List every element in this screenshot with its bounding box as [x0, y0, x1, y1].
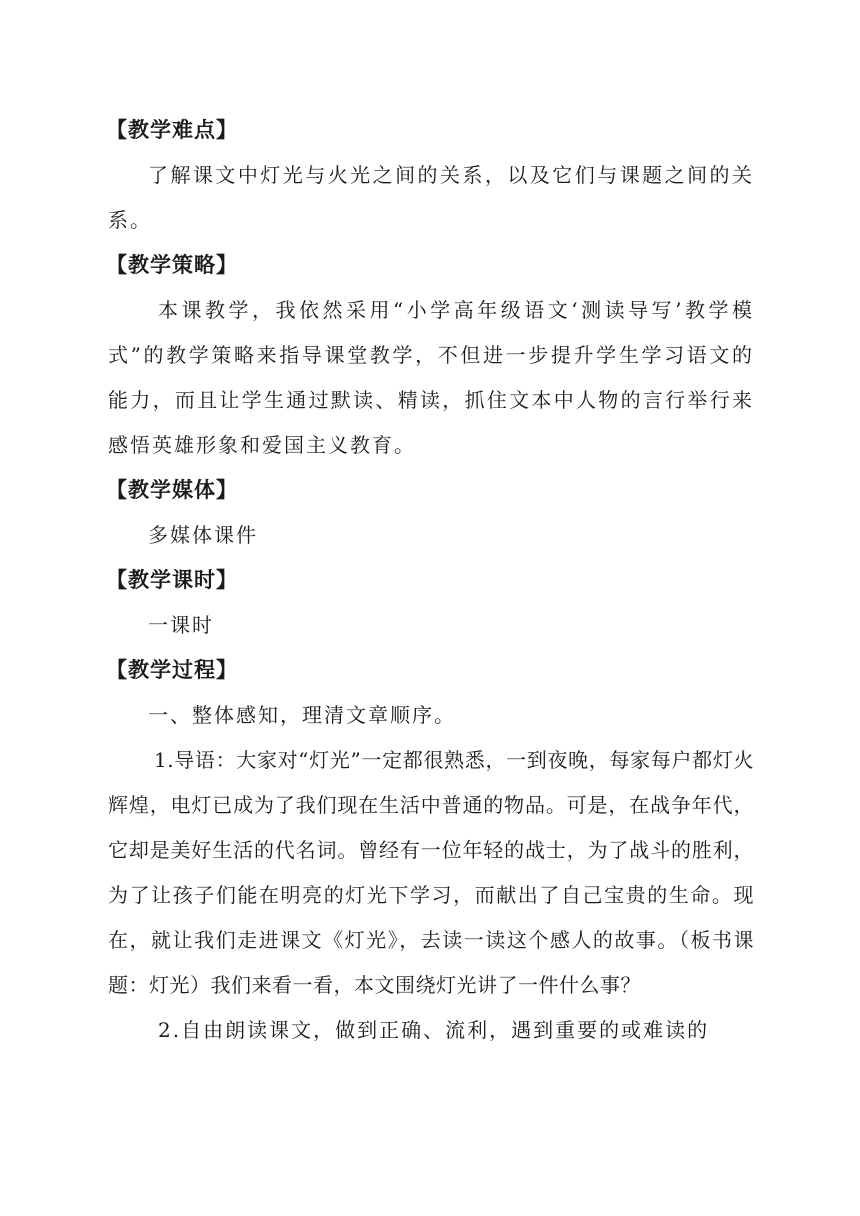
section-heading-strategy: 【教学策略】	[106, 253, 238, 277]
section-heading-difficulty: 【教学难点】	[106, 118, 238, 142]
section-heading-process: 【教学过程】	[106, 658, 238, 682]
process-step1-title: 一、整体感知，理清文章顺序。	[148, 703, 456, 727]
strategy-text: 本课教学，我依然采用“小学高年级语文‘测读导写’教学模式”的教学策略来指导课堂教学，不但进一步提升学生学习语文的能力，而且让学生通过默读、精读，抓住文本中人物的言行举行来感悟英雄形象和爱国主义教育。	[108, 298, 754, 457]
process-item-2: 2.自由朗读课文，做到正确、流利，遇到重要的或难读的	[158, 1018, 710, 1042]
section-heading-hours: 【教学课时】	[106, 568, 238, 592]
document-page	[108, 108, 754, 1053]
hours-text: 一课时	[148, 613, 214, 637]
difficulty-text: 了解课文中灯光与火光之间的关系，以及它们与课题之间的关系。	[108, 163, 754, 232]
media-text: 多媒体课件	[148, 523, 258, 547]
process-item-1: 1.导语：大家对“灯光”一定都很熟悉，一到夜晚，每家每户都灯火辉煌，电灯已成为了我们现在生活中普通的物品。可是，在战争年代，它却是美好生活的代名词。曾经有一位年轻的战士，为了战斗的胜利，为了让孩子们能在明亮的灯光下学习，而献出了自己宝贵的生命。现在，就让我们走进课文《灯光》，去读一读这个感人的故事。（板书课题：灯光）我们来看一看，本文围绕灯光讲了一件什么事？	[108, 748, 754, 997]
section-heading-media: 【教学媒体】	[106, 478, 238, 502]
